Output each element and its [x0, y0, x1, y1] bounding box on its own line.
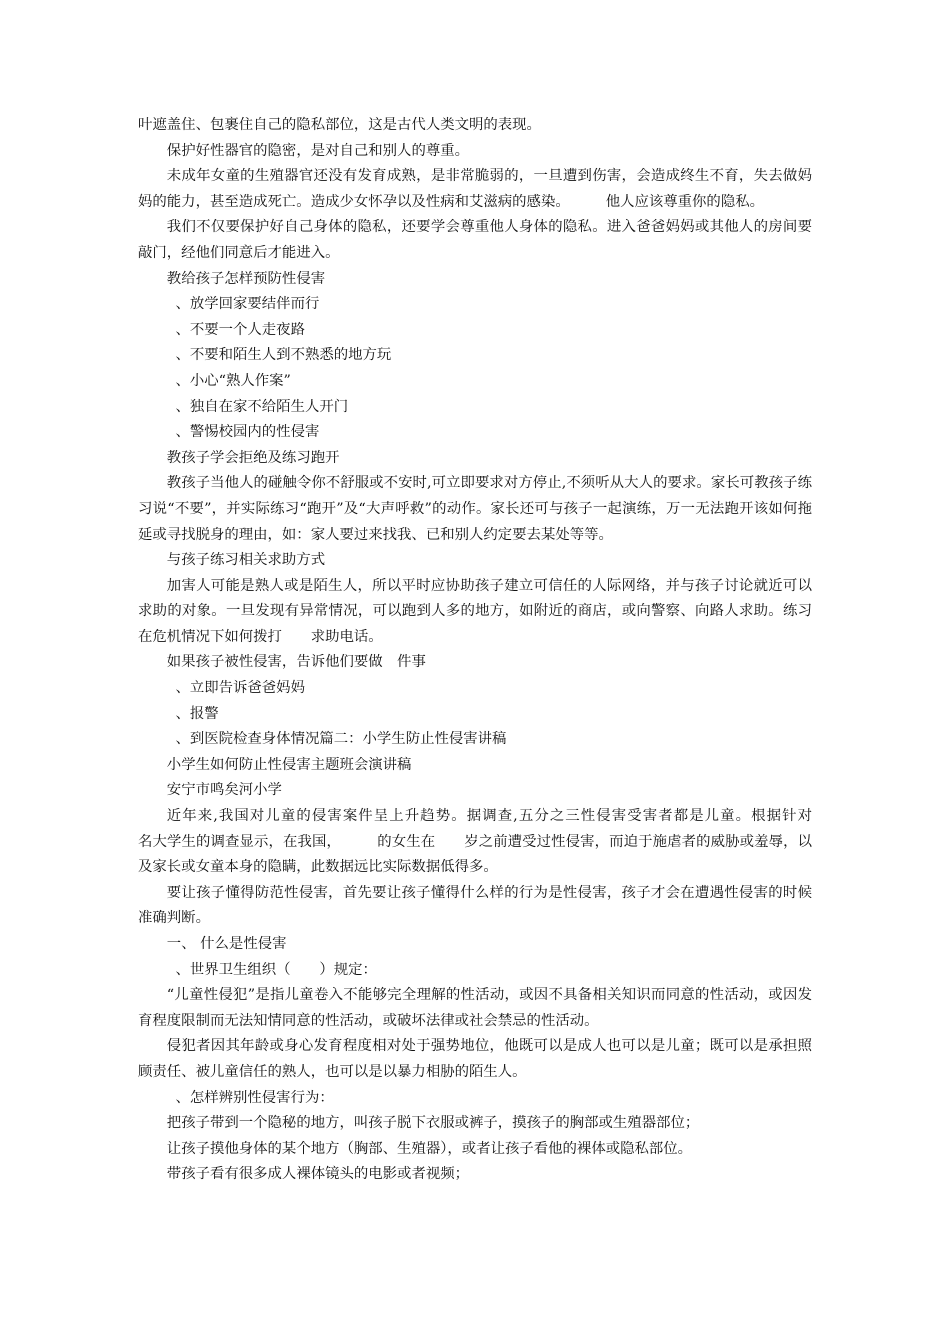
section-heading: 如果孩子被性侵害，告诉他们要做 件事 — [166, 654, 426, 671]
paragraph: 侵犯者因其年龄或身心发育程度相对处于强势地位，他既可以是成人也可以是儿童；既可以是承担照顾责任、被儿童信任的熟人，也可以是以暴力相胁的陌生人。 — [138, 1038, 812, 1080]
paragraph: 未成年女童的生殖器官还没有发育成熟，是非常脆弱的，一旦遭到伤害，会造成终生不育，失去做妈妈的能力，甚至造成死亡。造成少女怀孕以及性病和艾滋病的感染。 他人应该尊重你的隐私。 — [138, 168, 812, 210]
list-item: 、不要一个人走夜路 — [175, 321, 305, 338]
paragraph: 加害人可能是熟人或是陌生人，所以平时应协助孩子建立可信任的人际网络，并与孩子讨论就近可以求助的对象。一旦发现有异常情况，可以跑到人多的地方，如附近的商店，或向警察、向路人求助。练习在危机情况下如何拨打 求助电话。 — [138, 577, 812, 645]
list-item: 、小心“熟人作案” — [175, 372, 291, 389]
paragraph: 让孩子摸他身体的某个地方（胸部、生殖器），或者让孩子看他的裸体或隐私部位。 — [166, 1140, 693, 1157]
list-item: 、世界卫生组织（ ）规定： — [175, 961, 377, 978]
paragraph: 带孩子看有很多成人裸体镜头的电影或者视频； — [166, 1166, 470, 1183]
section-heading: 与孩子练习相关求助方式 — [166, 552, 326, 569]
paragraph: 要让孩子懂得防范性侵害，首先要让孩子懂得什么样的行为是性侵害，孩子才会在遭遇性侵害的时候准确判断。 — [138, 884, 812, 927]
list-item: 、放学回家要结伴而行 — [175, 296, 320, 313]
list-item: 、警惕校园内的性侵害 — [175, 424, 320, 441]
list-item: 、立即告诉爸爸妈妈 — [175, 680, 305, 697]
paragraph: 教孩子当他人的碰触令你不舒服或不安时,可立即要求对方停止,不须听从大人的要求。家长可教孩子练习说“不要”，并实际练习“跑开”及“大声呼救”的动作。家长还可与孩子一起演练，万一无法跑开该如何拖延或寻找脱身的理由，如：家人要过来找我、已和别人约定要去某处等等。 — [138, 475, 812, 543]
list-item: 、独自在家不给陌生人开门 — [175, 398, 349, 415]
section-heading: 教给孩子怎样预防性侵害 — [166, 270, 326, 287]
section-heading: 教孩子学会拒绝及练习跑开 — [166, 449, 340, 466]
list-item: 、不要和陌生人到不熟悉的地方玩 — [175, 347, 392, 364]
paragraph: 把孩子带到一个隐秘的地方，叫孩子脱下衣服或裤子，摸孩子的胸部或生殖器部位； — [166, 1115, 700, 1132]
paragraph: “儿童性侵犯”是指儿童卷入不能够完全理解的性活动，或因不具备相关知识而同意的性活动，或因发育程度限制而无法知情同意的性活动，或破坏法律或社会禁忌的性活动。 — [138, 987, 812, 1029]
author-line: 安宁市鸣矣河小学 — [166, 782, 282, 799]
list-item: 、怎样辨别性侵害行为： — [175, 1089, 334, 1106]
section-heading: 一、 什么是性侵害 — [166, 936, 287, 952]
paragraph: 叶遮盖住、包裹住自己的隐私部位，这是古代人类文明的表现。 — [138, 117, 541, 133]
paragraph: 我们不仅要保护好自己身体的隐私，还要学会尊重他人身体的隐私。进入爸爸妈妈或其他人的房间要敲门，经他们同意后才能进入。 — [138, 219, 812, 261]
list-item: 、到医院检查身体情况篇二：小学生防止性侵害讲稿 — [175, 731, 507, 748]
document-title: 小学生如何防止性侵害主题班会演讲稿 — [166, 756, 412, 773]
paragraph: 保护好性器官的隐密，是对自己和别人的尊重。 — [166, 142, 470, 159]
paragraph: 近年来,我国对儿童的侵害案件呈上升趋势。据调查,五分之三性侵害受害者都是儿童。根据针对 名大学生的调查显示，在我国， 的女生在 岁之前遭受过性侵害，而迫于施虐者的威胁或羞辱，以及家长或女童本身的隐瞒，此数据远比实际数据低得多。 — [138, 808, 856, 876]
list-item: 、报警 — [175, 705, 219, 722]
document-page — [138, 113, 856, 1188]
